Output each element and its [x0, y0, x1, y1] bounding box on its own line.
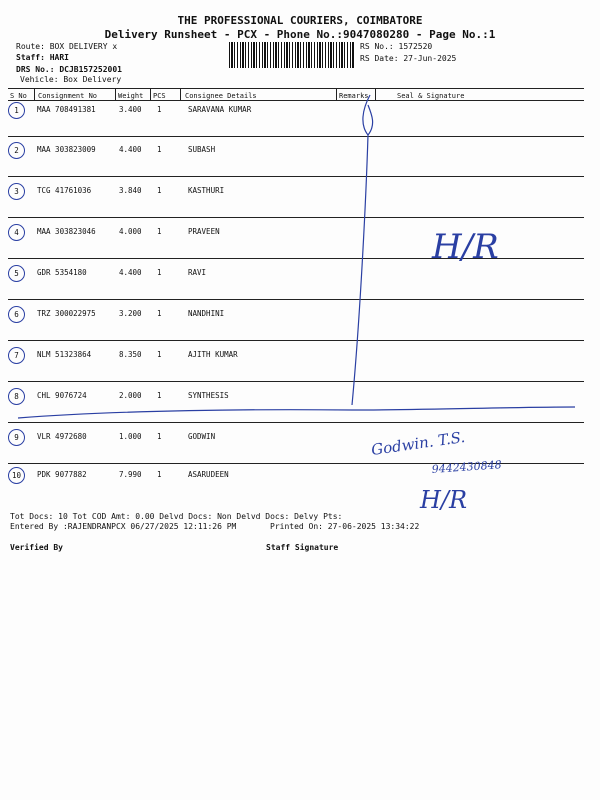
delivered-block-stroke: [18, 407, 575, 418]
handwritten-signature: Godwin. T.S.: [370, 427, 467, 459]
column-divider: [115, 88, 116, 100]
row-serial-number: 3: [8, 183, 25, 200]
column-header-consignment: Consignment No: [38, 92, 98, 100]
row-consignment: MAA 708491381: [37, 105, 96, 114]
rs-date: RS Date: 27-Jun-2025: [360, 54, 457, 63]
column-divider: [150, 88, 151, 100]
row-pcs: 1: [157, 145, 162, 154]
row-consignee: KASTHURI: [188, 186, 225, 195]
row-consignee: SYNTHESIS: [188, 391, 229, 400]
row-pcs: 1: [157, 309, 162, 318]
column-header-sno: S No: [10, 92, 27, 100]
row-pcs: 1: [157, 432, 162, 441]
column-header-weight: Weight: [118, 92, 144, 100]
handwritten-phone: 9442430848: [431, 458, 503, 476]
table-top-rule: [8, 88, 584, 89]
column-header-seal-signature: Seal & Signature: [397, 92, 465, 100]
row-consignment: TRZ 300022975: [37, 309, 96, 318]
row-weight: 4.000: [119, 227, 142, 236]
row-consignment: VLR 4972680: [37, 432, 87, 441]
row-serial-number: 1: [8, 102, 25, 119]
row-serial-number: 7: [8, 347, 25, 364]
row-consignment: MAA 303823046: [37, 227, 96, 236]
row-separator: [8, 258, 584, 259]
staff-signature-label: Staff Signature: [266, 543, 339, 552]
row-consignee: SARAVANA KUMAR: [188, 105, 252, 114]
row-consignment: MAA 303823009: [37, 145, 96, 154]
column-divider: [375, 88, 376, 100]
verified-by-label: Verified By: [10, 543, 63, 552]
column-header-consignee: Consignee Details: [185, 92, 257, 100]
row-weight: 4.400: [119, 145, 142, 154]
rs-number: RS No.: 1572520: [360, 42, 433, 51]
row-consignee: ASARUDEEN: [188, 470, 229, 479]
barcode-image: [229, 42, 355, 68]
row-weight: 3.400: [119, 105, 142, 114]
row-serial-number: 9: [8, 429, 25, 446]
row-consignee: SUBASH: [188, 145, 216, 154]
row-consignment: TCG 41761036: [37, 186, 92, 195]
column-divider: [336, 88, 337, 100]
row-weight: 2.000: [119, 391, 142, 400]
table-header-rule: [8, 100, 584, 101]
row-weight: 4.400: [119, 268, 142, 277]
row-pcs: 1: [157, 470, 162, 479]
row-weight: 7.990: [119, 470, 142, 479]
row-separator: [8, 381, 584, 382]
row-serial-number: 5: [8, 265, 25, 282]
column-divider: [34, 88, 35, 100]
row-serial-number: 4: [8, 224, 25, 241]
row-consignee: RAVI: [188, 268, 207, 277]
row-pcs: 1: [157, 105, 162, 114]
row-separator: [8, 299, 584, 300]
handwritten-hr-mark-2: H/R: [420, 486, 468, 514]
row-serial-number: 10: [8, 467, 25, 484]
row-separator: [8, 176, 584, 177]
vehicle-label: Vehicle: Box Delivery: [20, 75, 122, 84]
row-consignment: GDR 5354180: [37, 268, 87, 277]
printed-on: Printed On: 27-06-2025 13:34:22: [270, 522, 420, 531]
row-pcs: 1: [157, 227, 162, 236]
column-divider: [180, 88, 181, 100]
row-serial-number: 6: [8, 306, 25, 323]
row-separator: [8, 136, 584, 137]
row-pcs: 1: [157, 186, 162, 195]
row-consignment: NLM 51323864: [37, 350, 92, 359]
staff-label: Staff: HARI: [16, 53, 69, 62]
row-consignee: GODWIN: [188, 432, 216, 441]
row-weight: 8.350: [119, 350, 142, 359]
row-pcs: 1: [157, 391, 162, 400]
row-serial-number: 8: [8, 388, 25, 405]
runsheet-title: Delivery Runsheet - PCX - Phone No.:9047080280 - Page No.:1: [104, 28, 496, 41]
row-weight: 1.000: [119, 432, 142, 441]
row-pcs: 1: [157, 350, 162, 359]
remarks-bracket-stroke: [352, 95, 373, 405]
row-weight: 3.200: [119, 309, 142, 318]
row-weight: 3.840: [119, 186, 142, 195]
row-separator: [8, 217, 584, 218]
row-consignment: CHL 9076724: [37, 391, 87, 400]
company-name: THE PROFESSIONAL COURIERS, COIMBATORE: [177, 14, 423, 27]
row-consignment: PDK 9077882: [37, 470, 87, 479]
row-separator: [8, 340, 584, 341]
row-separator: [8, 463, 584, 464]
row-serial-number: 2: [8, 142, 25, 159]
row-consignee: PRAVEEN: [188, 227, 220, 236]
column-header-pcs: PCS: [153, 92, 166, 100]
totals-line: Tot Docs: 10 Tot COD Amt: 0.00 Delvd Docs: Non Delvd Docs: Delvy Pts:: [10, 512, 343, 521]
row-pcs: 1: [157, 268, 162, 277]
entered-by: Entered By :RAJENDRANPCX 06/27/2025 12:11:26 PM: [10, 522, 237, 531]
row-consignee: AJITH KUMAR: [188, 350, 238, 359]
row-separator: [8, 422, 584, 423]
handwritten-hr-mark: H/R: [432, 227, 499, 267]
column-header-remarks: Remarks: [339, 92, 369, 100]
row-consignee: NANDHINI: [188, 309, 225, 318]
drs-number: DRS No.: DCJB157252001: [16, 65, 122, 74]
route-label: Route: BOX DELIVERY x: [16, 42, 118, 51]
